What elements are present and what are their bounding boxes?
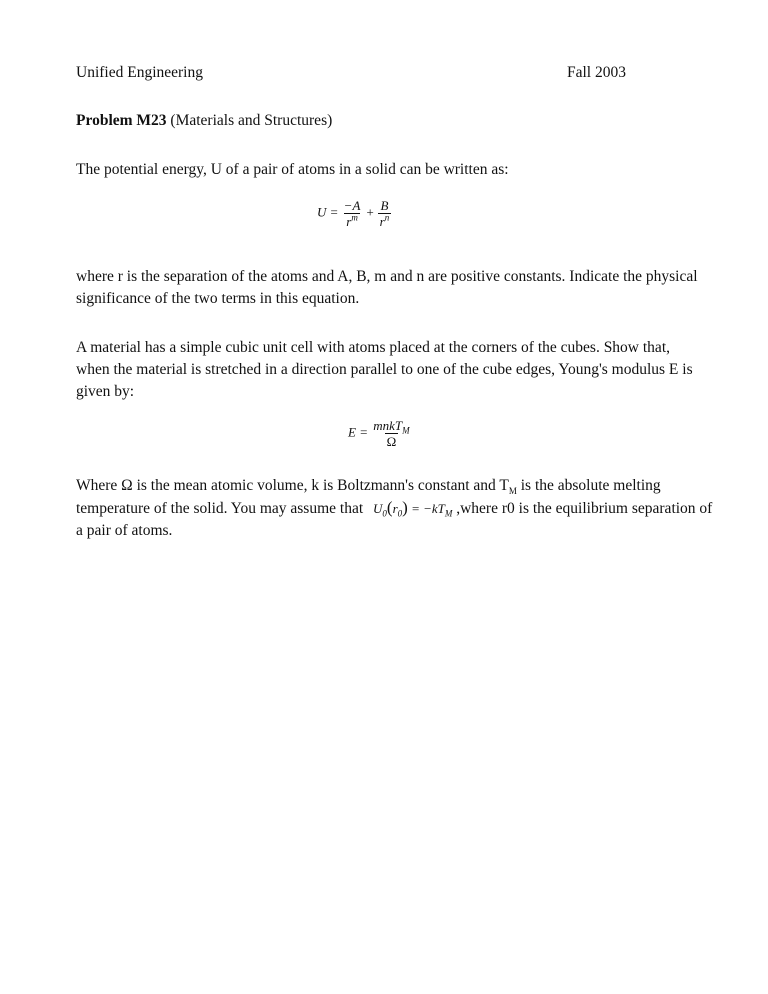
eq2-denominator: Ω xyxy=(386,434,397,449)
eq1-term1-denominator: $r^m$ xyxy=(346,212,358,229)
paragraph-definitions: Where Ω is the mean atomic volume, k is Boltzmann's constant and $T_M$ is the absolute melting temperature of the solid. You may assume that $U_0(r_0) = -kT_M$ ,where r0 is the equilibrium separation of a pair of atoms. xyxy=(76,477,713,539)
eq1-term1-numerator: −A xyxy=(343,198,361,213)
header-term: Fall 2003 xyxy=(567,64,626,81)
eq1-term2-numerator: B xyxy=(380,198,389,213)
eq1-term2 xyxy=(378,198,392,229)
eq2-lhs: E = xyxy=(348,424,368,440)
equation-potential-energy xyxy=(317,198,391,229)
header-course: Unified Engineering xyxy=(76,64,203,81)
eq1-lhs: U = xyxy=(317,204,339,220)
paragraph-cubic-cell: A material has a simple cubic unit cell with atoms placed at the corners of the cubes. Show that, when the material is stretched in a direction parallel to one of the cube edges, Young's modulus E is given by: xyxy=(76,339,693,400)
equation-youngs-modulus xyxy=(348,418,412,449)
paragraph-potential-energy: The potential energy, U of a pair of atoms in a solid can be written as: xyxy=(76,161,509,178)
problem-heading xyxy=(76,112,332,130)
eq1-term1 xyxy=(342,198,363,229)
equation-equilibrium-energy: $U_0(r_0) = -kT_M$ xyxy=(373,498,453,519)
eq2-numerator: mnkT$_M$ xyxy=(373,418,410,436)
eq1-plus: + xyxy=(365,204,375,220)
problem-topic: (Materials and Structures) xyxy=(170,112,333,129)
eq1-term2-denominator: $r^n$ xyxy=(379,212,390,229)
paragraph-significance: where r is the separation of the atoms and A, B, m and n are positive constants. Indicate the physical significance of the two terms in this equation. xyxy=(76,268,698,307)
problem-label: Problem M23 xyxy=(76,112,167,129)
eq2-fraction xyxy=(371,418,411,449)
